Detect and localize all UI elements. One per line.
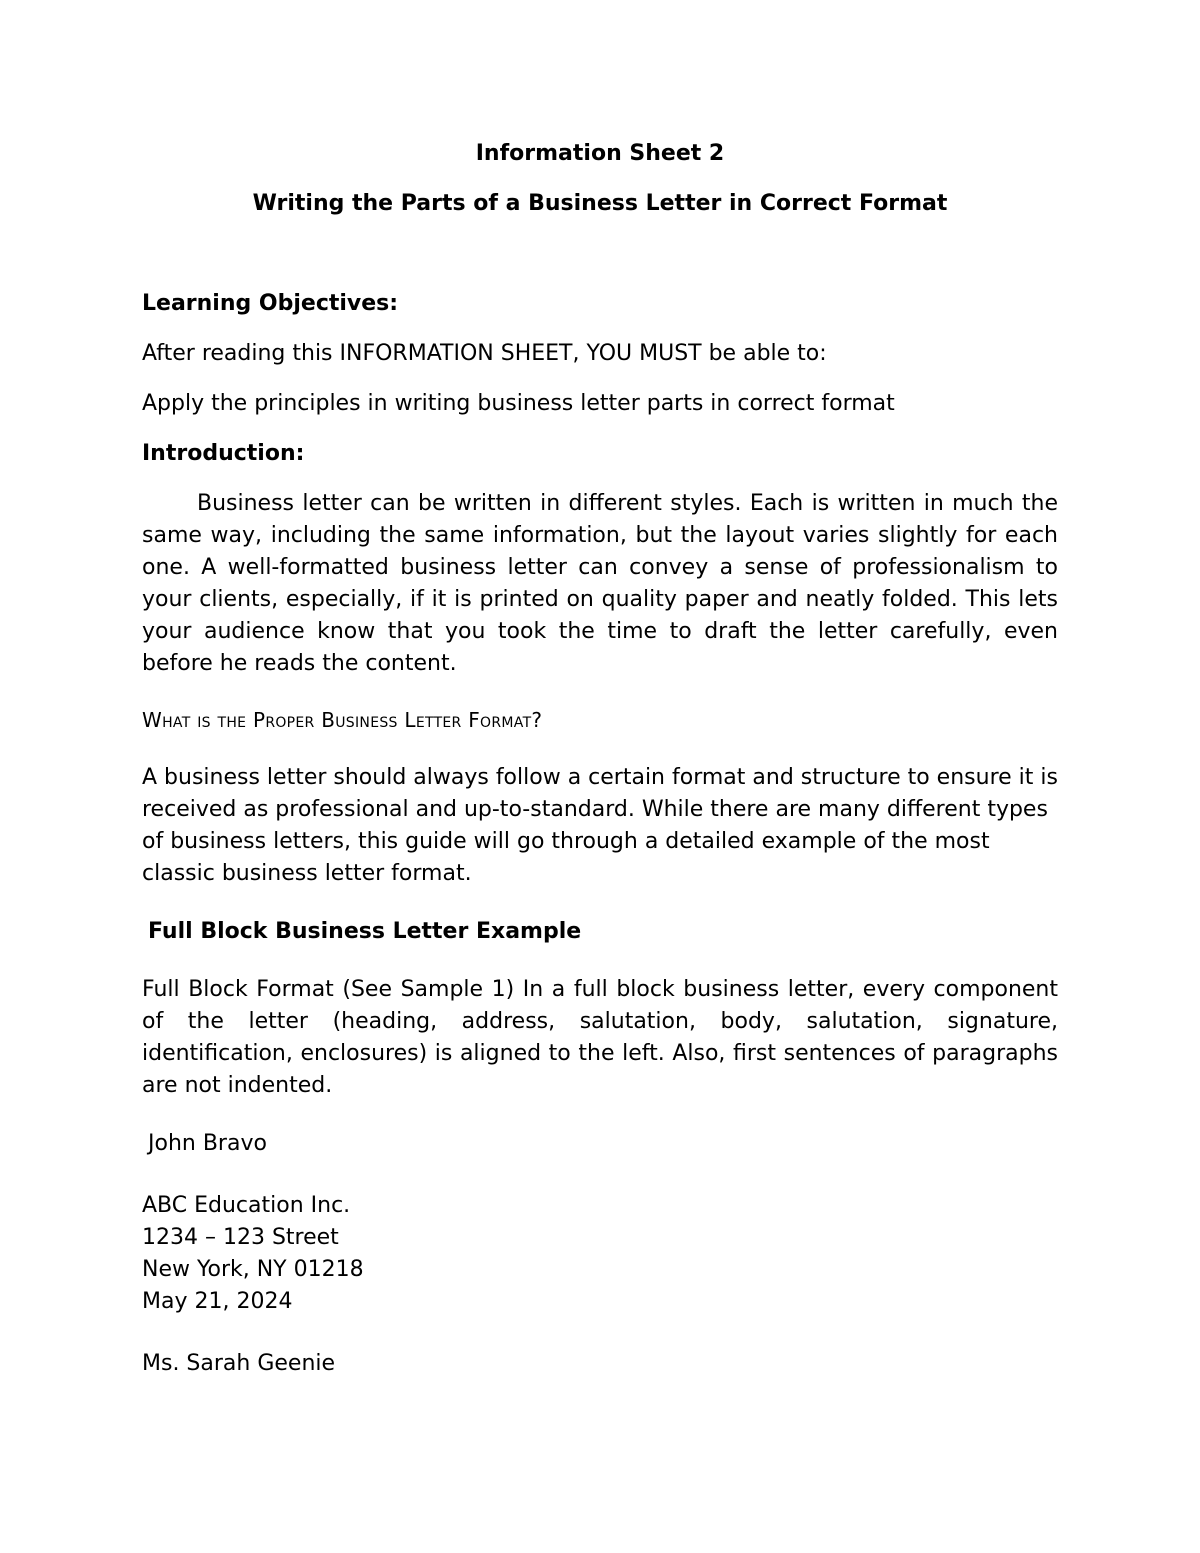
sender-name: John Bravo <box>148 1131 267 1156</box>
full-block-heading: Full Block Business Letter Example <box>148 919 582 944</box>
format-section-heading: What is the Proper Business Letter Format? <box>142 708 543 732</box>
document-content <box>142 138 1058 1380</box>
sender-city: New York, NY 01218 <box>142 1257 364 1282</box>
objectives-lead: After reading this INFORMATION SHEET, YOU MUST be able to: <box>142 341 827 366</box>
format-section-paragraph: A business letter should always follow a certain format and structure to ensure it is received as professional and up-to-standard. While there are many different types of business letters, this guide will go through a detailed example of the most classic business letter format. <box>142 765 1058 886</box>
page-title: Information Sheet 2 <box>475 141 725 166</box>
sample-letter <box>142 1128 1058 1380</box>
objectives-item: Apply the principles in writing business letter parts in correct format <box>142 391 895 416</box>
sender-company: ABC Education Inc. <box>142 1193 351 1218</box>
objectives-heading: Learning Objectives: <box>142 291 399 316</box>
full-block-paragraph: Full Block Format (See Sample 1) In a full block business letter, every component of the letter (heading, address, salutation, body, salutation, signature, identification, enclosures) is aligned to the left. Also, first sentences of paragraphs are not indented. <box>142 977 1058 1098</box>
introduction-heading: Introduction: <box>142 441 305 466</box>
page-subtitle: Writing the Parts of a Business Letter in Correct Format <box>252 191 948 216</box>
introduction-paragraph: Business letter can be written in different styles. Each is written in much the same way, including the same information, but the layout varies slightly for each one. A well-formatted business letter can convey a sense of professionalism to your clients, especially, if it is printed on quality paper and neatly folded. This lets your audience know that you took the time to draft the letter carefully, even before he reads the content. <box>142 491 1058 676</box>
letter-date: May 21, 2024 <box>142 1289 293 1314</box>
recipient-name: Ms. Sarah Geenie <box>142 1351 336 1376</box>
sender-street: 1234 – 123 Street <box>142 1225 339 1250</box>
